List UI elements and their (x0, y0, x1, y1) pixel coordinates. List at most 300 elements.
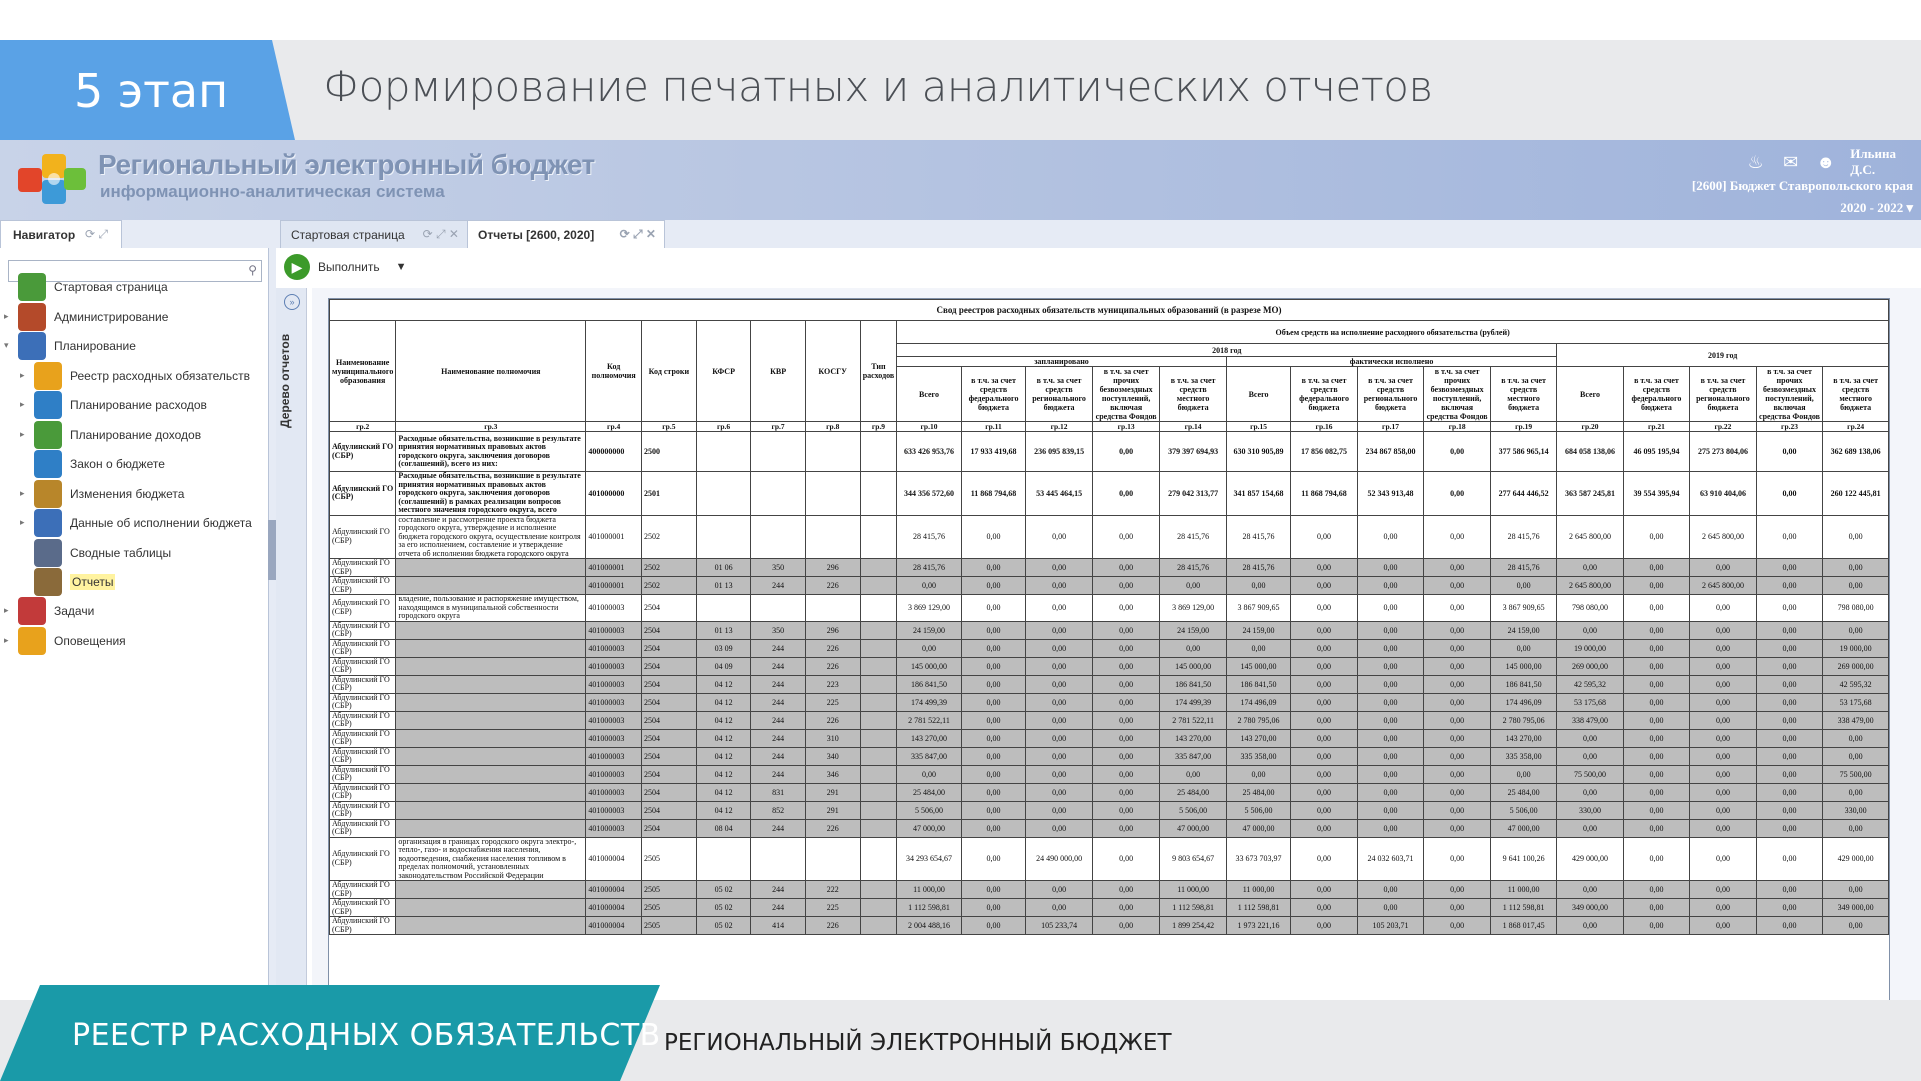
column-number: гр.8 (805, 422, 860, 432)
cell-kfsr: 04 09 (696, 657, 751, 675)
table-row[interactable] (330, 595, 1889, 622)
sidebar-item-13[interactable] (18, 629, 126, 653)
cell-type (860, 559, 897, 577)
cell-value: 25 484,00 (1490, 783, 1556, 801)
cell-kfsr (696, 595, 751, 622)
cell-value: 0,00 (897, 765, 962, 783)
tab-reports[interactable] (467, 220, 665, 249)
cell-type (860, 899, 897, 917)
table-row[interactable] (330, 917, 1889, 935)
cell-value: 0,00 (1226, 639, 1291, 657)
cell-power-code: 400000000 (586, 432, 642, 472)
cell-value: 0,00 (1756, 819, 1823, 837)
column-number: гр.16 (1291, 422, 1357, 432)
cell-value: 0,00 (1291, 783, 1357, 801)
cell-power-code: 401000003 (586, 819, 642, 837)
cell-power (396, 917, 586, 935)
table-row[interactable] (330, 711, 1889, 729)
cell-type (860, 432, 897, 472)
cell-value: 174 496,09 (1490, 693, 1556, 711)
cell-value: 0,00 (897, 577, 962, 595)
cell-value: 0,00 (1357, 559, 1424, 577)
report-viewer[interactable] (312, 288, 1921, 1000)
cell-value: 0,00 (1424, 837, 1491, 881)
cell-value: 1 899 254,42 (1160, 917, 1226, 935)
cell-value: 24 159,00 (1160, 621, 1226, 639)
cell-value: 0,00 (1623, 577, 1689, 595)
cell-value: 3 867 909,65 (1226, 595, 1291, 622)
cell-value: 3 869 129,00 (897, 595, 962, 622)
sidebar-item-label: Данные об исполнении бюджета (70, 516, 252, 530)
cell-value: 0,00 (1092, 675, 1160, 693)
table-row[interactable] (330, 747, 1889, 765)
col-header-reg: в т.ч. за счет средств регионального бюджета (1357, 367, 1424, 422)
run-button[interactable] (284, 254, 407, 280)
cell-value: 0,00 (1756, 693, 1823, 711)
cell-value: 105 203,71 (1357, 917, 1424, 935)
chevron-right-icon[interactable]: ▸ (4, 311, 9, 321)
table-row[interactable] (330, 432, 1889, 472)
cell-value: 0,00 (1756, 675, 1823, 693)
home-icon (18, 273, 46, 301)
cell-value: 0,00 (1823, 881, 1889, 899)
document-chart-icon (34, 509, 62, 537)
cell-value: 338 479,00 (1823, 711, 1889, 729)
cell-value: 0,00 (1160, 639, 1226, 657)
cell-row-code: 2505 (641, 837, 696, 881)
budget-selector[interactable]: [2600] Бюджет Ставропольского края (1691, 178, 1913, 193)
table-row[interactable] (330, 783, 1889, 801)
cell-kvr: 244 (751, 639, 805, 657)
cell-value: 0,00 (961, 729, 1026, 747)
sidebar-item-5[interactable] (34, 393, 207, 417)
cell-value: 0,00 (961, 819, 1026, 837)
cell-value: 19 000,00 (1823, 639, 1889, 657)
cell-value: 0,00 (1092, 432, 1160, 472)
report-title: Свод реестров расходных обязательств муниципальных образований (в разрезе МО) (330, 300, 1889, 321)
cell-mo: Абдулинский ГО (СБР) (330, 577, 396, 595)
tab-label: Стартовая страница (291, 228, 405, 242)
cell-value: 2 780 795,06 (1226, 711, 1291, 729)
cell-kosgu: 225 (805, 899, 860, 917)
cell-value: 335 847,00 (897, 747, 962, 765)
cell-value: 19 000,00 (1557, 639, 1623, 657)
cell-value: 0,00 (1690, 765, 1757, 783)
cell-power (396, 577, 586, 595)
cell-type (860, 595, 897, 622)
cell-value: 0,00 (1690, 837, 1757, 881)
cell-value: 0,00 (1690, 693, 1757, 711)
col-header-local: в т.ч. за счет средств местного бюджета (1160, 367, 1226, 422)
col-header-fed: в т.ч. за счет средств федерального бюджета (961, 367, 1026, 422)
cell-type (860, 472, 897, 516)
cell-mo: Абдулинский ГО (СБР) (330, 657, 396, 675)
sidebar-item-label: Изменения бюджета (70, 487, 185, 501)
table-row[interactable] (330, 819, 1889, 837)
cell-value: 0,00 (1424, 917, 1491, 935)
bar-chart-icon (34, 421, 62, 449)
cell-value: 0,00 (1623, 837, 1689, 881)
cell-value: 11 000,00 (1226, 881, 1291, 899)
cell-value: 28 415,76 (1160, 515, 1226, 559)
cell-value: 0,00 (1557, 881, 1623, 899)
cell-value: 0,00 (961, 837, 1026, 881)
cell-value: 186 841,50 (897, 675, 962, 693)
cell-value: 0,00 (1756, 472, 1823, 516)
cell-value: 0,00 (1823, 917, 1889, 935)
cell-value: 0,00 (1291, 577, 1357, 595)
cell-value: 0,00 (1623, 881, 1689, 899)
col-header-row-code: Код строки (641, 321, 696, 422)
cell-value: 0,00 (1690, 899, 1757, 917)
cell-value: 0,00 (1026, 621, 1093, 639)
cell-power-code: 401000004 (586, 881, 642, 899)
table-row[interactable] (330, 657, 1889, 675)
cell-kosgu (805, 472, 860, 516)
cell-value: 335 358,00 (1226, 747, 1291, 765)
cell-value: 0,00 (1690, 747, 1757, 765)
column-number: гр.6 (696, 422, 751, 432)
sidebar-item-6[interactable] (34, 423, 201, 447)
cell-power-code: 401000003 (586, 801, 642, 819)
sidebar-item-1[interactable] (18, 275, 168, 299)
col-header-fed: в т.ч. за счет средств федерального бюджета (1291, 367, 1357, 422)
user-name[interactable]: Ильина Д.С. (1850, 146, 1896, 177)
sidebar-item-11[interactable] (34, 570, 115, 594)
cell-type (860, 747, 897, 765)
cell-kosgu (805, 837, 860, 881)
table-row[interactable] (330, 621, 1889, 639)
sidebar-item-8[interactable] (34, 482, 184, 506)
chevron-right-icon[interactable]: ▸ (20, 370, 25, 380)
cell-kvr: 244 (751, 747, 805, 765)
cell-kfsr: 04 12 (696, 747, 751, 765)
cell-value: 0,00 (1291, 765, 1357, 783)
cell-value: 0,00 (1291, 657, 1357, 675)
cell-type (860, 917, 897, 935)
table-row[interactable] (330, 559, 1889, 577)
caret-down-icon[interactable]: ▼ (395, 261, 407, 273)
cell-power-code: 401000003 (586, 711, 642, 729)
cell-value: 0,00 (1557, 819, 1623, 837)
cell-value: 0,00 (1690, 729, 1757, 747)
cell-value: 0,00 (1092, 639, 1160, 657)
col-header-local: в т.ч. за счет средств местного бюджета (1490, 367, 1556, 422)
cell-value: 0,00 (1823, 747, 1889, 765)
cell-value: 0,00 (961, 657, 1026, 675)
search-icon[interactable]: ⚲ (248, 263, 257, 277)
cell-kfsr (696, 515, 751, 559)
table-row[interactable] (330, 472, 1889, 516)
briefcase-icon (18, 303, 46, 331)
cell-value: 0,00 (1424, 711, 1491, 729)
chevron-right-icon[interactable]: ▸ (20, 488, 25, 498)
cell-power (396, 693, 586, 711)
cell-value: 25 484,00 (1160, 783, 1226, 801)
summary-chart-icon (34, 539, 62, 567)
cell-kvr: 350 (751, 621, 805, 639)
cell-power-code: 401000003 (586, 765, 642, 783)
cell-value: 0,00 (1026, 881, 1093, 899)
cell-value: 0,00 (961, 899, 1026, 917)
cell-kosgu: 296 (805, 621, 860, 639)
cell-type (860, 693, 897, 711)
cell-value: 0,00 (1424, 881, 1491, 899)
cell-value: 0,00 (1490, 577, 1556, 595)
cell-kosgu: 226 (805, 657, 860, 675)
cell-kvr (751, 432, 805, 472)
app-title: Региональный электронный бюджет (98, 149, 595, 180)
cell-value: 0,00 (961, 675, 1026, 693)
table-row[interactable] (330, 515, 1889, 559)
cell-power (396, 899, 586, 917)
cell-value: 0,00 (1823, 577, 1889, 595)
cell-value: 0,00 (1690, 657, 1757, 675)
cell-value: 0,00 (1756, 747, 1823, 765)
cell-type (860, 657, 897, 675)
cell-power-code: 401000001 (586, 577, 642, 595)
sidebar-item-2[interactable] (18, 305, 168, 329)
bar-chart-icon (18, 332, 46, 360)
close-icon[interactable]: ⟳ ⤢ ✕ (619, 227, 656, 241)
cell-value: 75 500,00 (1823, 765, 1889, 783)
cell-value: 0,00 (1424, 432, 1491, 472)
cell-row-code: 2504 (641, 639, 696, 657)
cell-value: 186 841,50 (1490, 675, 1556, 693)
cell-value: 269 000,00 (1823, 657, 1889, 675)
cell-value: 0,00 (1756, 899, 1823, 917)
cell-row-code: 2504 (641, 747, 696, 765)
cell-power-code: 401000000 (586, 472, 642, 516)
chevron-right-icon[interactable]: ▸ (4, 605, 9, 615)
cell-mo: Абдулинский ГО (СБР) (330, 595, 396, 622)
cell-value: 0,00 (1557, 621, 1623, 639)
cell-value: 28 415,76 (1226, 559, 1291, 577)
cell-kfsr: 01 13 (696, 577, 751, 595)
table-row[interactable] (330, 675, 1889, 693)
cell-value: 0,00 (1424, 472, 1491, 516)
cell-value: 11 000,00 (1490, 881, 1556, 899)
cell-kvr: 244 (751, 899, 805, 917)
col-header-total: Всего (1226, 367, 1291, 422)
table-row[interactable] (330, 639, 1889, 657)
table-row[interactable] (330, 693, 1889, 711)
cell-value: 0,00 (1357, 675, 1424, 693)
table-row[interactable] (330, 765, 1889, 783)
sidebar-item-4[interactable] (34, 364, 250, 388)
tab-start-page[interactable] (280, 220, 468, 249)
cell-type (860, 577, 897, 595)
user-avatar-icon[interactable]: ☻ (1816, 152, 1836, 172)
cell-kosgu: 222 (805, 881, 860, 899)
cell-value: 0,00 (1026, 693, 1093, 711)
reports-panel (276, 248, 1921, 1000)
cell-value: 798 080,00 (1557, 595, 1623, 622)
cell-value: 2 004 488,16 (897, 917, 962, 935)
cell-value: 0,00 (1557, 747, 1623, 765)
cell-value: 105 233,74 (1026, 917, 1093, 935)
cell-value: 34 293 654,67 (897, 837, 962, 881)
col-header-power-code: Код полномочия (586, 321, 642, 422)
cell-value: 279 042 313,77 (1160, 472, 1226, 516)
cell-value: 0,00 (1690, 917, 1757, 935)
column-number: гр.19 (1490, 422, 1556, 432)
table-row[interactable] (330, 577, 1889, 595)
cell-value: 0,00 (1557, 783, 1623, 801)
cell-value: 0,00 (1092, 577, 1160, 595)
sidebar-item-label: Оповещения (54, 634, 126, 648)
cell-value: 33 673 703,97 (1226, 837, 1291, 881)
cell-value: 0,00 (1690, 801, 1757, 819)
close-icon[interactable]: ⟳ ⤢ ✕ (422, 227, 459, 241)
chevron-right-icon[interactable]: ▸ (20, 517, 25, 527)
table-row[interactable] (330, 801, 1889, 819)
cell-value: 2 781 522,11 (1160, 711, 1226, 729)
column-number-row (330, 422, 1889, 432)
col-header-mo: Наименование муниципального образования (330, 321, 396, 422)
report-tree-label: Дерево отчетов (278, 333, 292, 428)
cell-value: 0,00 (1557, 917, 1623, 935)
cell-value: 0,00 (961, 881, 1026, 899)
cell-kosgu: 310 (805, 729, 860, 747)
cell-power (396, 621, 586, 639)
cell-power-code: 401000003 (586, 693, 642, 711)
cell-kosgu: 296 (805, 559, 860, 577)
table-row[interactable] (330, 899, 1889, 917)
col-header-total: Всего (1557, 367, 1623, 422)
navigator-tab-label: Навигатор (13, 228, 76, 242)
col-header-power: Наименование полномочия (396, 321, 586, 422)
cell-value: 145 000,00 (1160, 657, 1226, 675)
cell-value: 0,00 (961, 639, 1026, 657)
cell-row-code: 2502 (641, 577, 696, 595)
cell-value: 28 415,76 (1490, 559, 1556, 577)
cell-value: 0,00 (961, 595, 1026, 622)
table-row[interactable] (330, 881, 1889, 899)
cell-kosgu: 226 (805, 917, 860, 935)
cell-type (860, 711, 897, 729)
cell-value: 0,00 (961, 515, 1026, 559)
bell-icon[interactable]: ♨ (1747, 152, 1764, 172)
cell-power-code: 401000003 (586, 747, 642, 765)
chevron-right-icon[interactable]: ▸ (20, 429, 25, 439)
cell-power (396, 881, 586, 899)
sidebar-item-12[interactable] (18, 599, 94, 623)
cell-value: 2 645 800,00 (1557, 577, 1623, 595)
cell-value: 0,00 (1026, 729, 1093, 747)
sidebar-item-10[interactable] (34, 541, 171, 565)
mail-icon[interactable]: ✉ (1783, 152, 1799, 172)
chevron-down-icon[interactable]: ▾ (4, 340, 9, 350)
cell-value: 0,00 (1092, 559, 1160, 577)
cell-value: 186 841,50 (1160, 675, 1226, 693)
panel-splitter[interactable] (268, 520, 276, 580)
cell-value: 5 506,00 (1490, 801, 1556, 819)
cell-value: 1 112 598,81 (1226, 899, 1291, 917)
cell-value: 0,00 (1623, 765, 1689, 783)
cell-value: 24 490 000,00 (1026, 837, 1093, 881)
cell-value: 0,00 (1623, 729, 1689, 747)
table-row[interactable] (330, 729, 1889, 747)
sidebar-item-3[interactable] (18, 334, 136, 358)
sidebar-item-9[interactable] (34, 511, 252, 535)
cell-value: 0,00 (961, 711, 1026, 729)
report-body (330, 432, 1889, 935)
col-header-kfsr: КФСР (696, 321, 751, 422)
cell-value: 46 095 195,94 (1623, 432, 1689, 472)
cell-value: 0,00 (1092, 515, 1160, 559)
cell-kvr (751, 595, 805, 622)
table-row[interactable] (330, 837, 1889, 881)
report-tree-collapsed-panel[interactable] (276, 288, 307, 1000)
cell-kosgu (805, 595, 860, 622)
expand-icon[interactable]: » (284, 294, 300, 310)
cell-mo: Абдулинский ГО (СБР) (330, 783, 396, 801)
navigator-panel (0, 248, 269, 1000)
cell-value: 11 000,00 (897, 881, 962, 899)
tab-navigator[interactable] (0, 220, 122, 249)
cell-kfsr (696, 432, 751, 472)
col-header-other: в т.ч. за счет прочих безвозмездных поступлений, включая средства Фондов (1092, 367, 1160, 422)
column-number: гр.9 (860, 422, 897, 432)
cell-power (396, 657, 586, 675)
cell-value: 0,00 (1092, 881, 1160, 899)
col-header-other: в т.ч. за счет прочих безвозмездных поступлений, включая средства Фондов (1756, 367, 1823, 422)
cell-value: 0,00 (1756, 801, 1823, 819)
chevron-right-icon[interactable]: ▸ (4, 635, 9, 645)
cell-value: 630 310 905,89 (1226, 432, 1291, 472)
cell-value: 0,00 (1623, 595, 1689, 622)
cell-value: 0,00 (1690, 783, 1757, 801)
cell-value: 0,00 (1623, 515, 1689, 559)
cell-value: 1 868 017,45 (1490, 917, 1556, 935)
cell-mo: Абдулинский ГО (СБР) (330, 899, 396, 917)
cell-kvr: 244 (751, 765, 805, 783)
cell-value: 0,00 (1424, 657, 1491, 675)
sidebar-item-label: Стартовая страница (54, 280, 168, 294)
cell-value: 24 032 603,71 (1357, 837, 1424, 881)
cell-value: 349 000,00 (1557, 899, 1623, 917)
cell-row-code: 2500 (641, 432, 696, 472)
cell-value: 9 641 100,26 (1490, 837, 1556, 881)
sidebar-item-7[interactable] (34, 452, 165, 476)
cell-value: 17 856 082,75 (1291, 432, 1357, 472)
cell-power: организация в границах городского округа электро-, тепло-, газо- и водоснабжения населения, водоотведения, снабжения населения топливом в пределах полномочий, установленных законодательством Российской Федерации (396, 837, 586, 881)
cell-power: Расходные обязательства, возникшие в результате принятия нормативных правовых актов городского округа, заключения договоров (соглашений), всего из них: (396, 432, 586, 472)
cell-mo: Абдулинский ГО (СБР) (330, 917, 396, 935)
cell-value: 277 644 446,52 (1490, 472, 1556, 516)
cell-value: 0,00 (1357, 693, 1424, 711)
cell-value: 0,00 (1291, 711, 1357, 729)
cell-value: 28 415,76 (897, 515, 962, 559)
cell-value: 0,00 (1092, 899, 1160, 917)
cell-value: 0,00 (1026, 765, 1093, 783)
chevron-right-icon[interactable]: ▸ (20, 399, 25, 409)
cell-kfsr: 04 12 (696, 801, 751, 819)
refresh-icon[interactable]: ⟳ ⤢ (85, 227, 108, 241)
cell-value: 0,00 (1291, 917, 1357, 935)
cell-kvr: 244 (751, 675, 805, 693)
sidebar-item-label: Отчеты (72, 575, 114, 589)
sidebar-item-label: Планирование доходов (70, 428, 202, 442)
years-selector[interactable] (1840, 200, 1913, 216)
cell-power (396, 675, 586, 693)
cell-row-code: 2504 (641, 801, 696, 819)
cell-mo: Абдулинский ГО (СБР) (330, 472, 396, 516)
col-header-2018: 2018 год (897, 344, 1557, 357)
cell-value: 0,00 (1424, 639, 1491, 657)
cell-value: 0,00 (1490, 639, 1556, 657)
